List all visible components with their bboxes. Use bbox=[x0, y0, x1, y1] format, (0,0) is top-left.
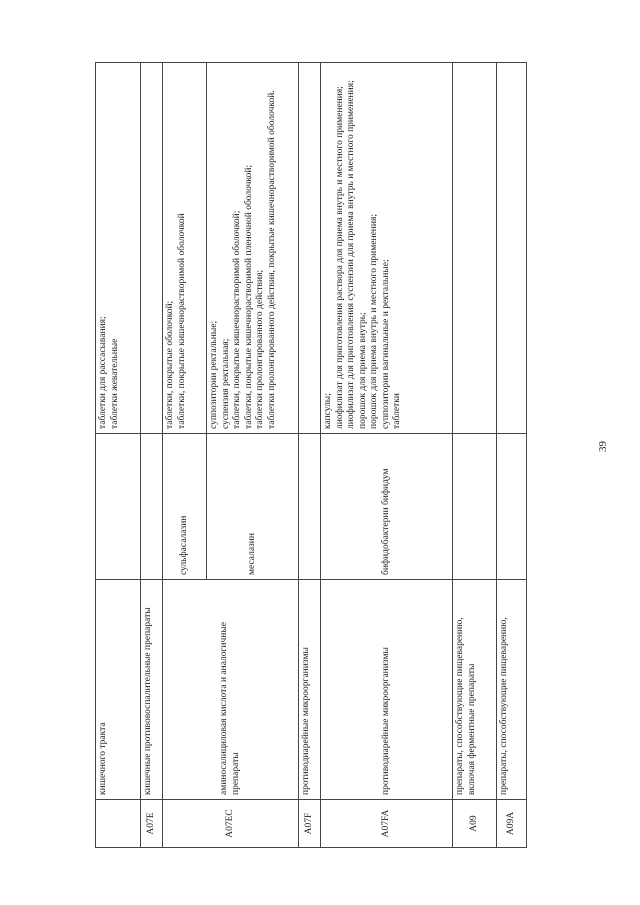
group-name: препараты, способствующие пищеварению, включая ферментные препараты bbox=[453, 580, 497, 800]
table-row bbox=[299, 63, 321, 848]
dosage-forms bbox=[207, 63, 299, 434]
table-row bbox=[321, 63, 453, 848]
atc-code: A07E bbox=[141, 800, 163, 848]
dosage-forms bbox=[497, 63, 527, 434]
dosage-forms bbox=[96, 63, 141, 434]
atc-code: A09A bbox=[497, 800, 527, 848]
drug-name: месалазин bbox=[207, 434, 299, 580]
group-name: аминосалициловая кислота и аналогичные препараты bbox=[163, 580, 299, 800]
dosage-form: порошок для приема внутрь и местного применения; bbox=[369, 214, 379, 429]
drug-name bbox=[497, 434, 527, 580]
atc-code bbox=[96, 800, 141, 848]
dosage-form: лиофилизат для приготовления раствора для приема внутрь и местного применения; bbox=[334, 86, 345, 429]
atc-code: A07F bbox=[299, 800, 321, 848]
dosage-form: суппозитории ректальные; bbox=[209, 320, 219, 429]
dosage-form: порошок для приема внутрь; bbox=[357, 312, 368, 429]
dosage-form: таблетки bbox=[392, 393, 402, 429]
drug-name: сульфасалазин bbox=[163, 434, 207, 580]
dosage-form: таблетки пролонгированного действия, покрытые кишечнорастворимой оболочкой. bbox=[266, 90, 277, 429]
drug-name bbox=[299, 434, 321, 580]
dosage-form: таблетки пролонгированного действия; bbox=[255, 269, 265, 429]
table-row bbox=[497, 63, 527, 848]
drug-name: бифидобактерии бифидум bbox=[321, 434, 453, 580]
rotated-page bbox=[95, 63, 585, 848]
drug-name bbox=[453, 434, 497, 580]
group-name: кишечного тракта bbox=[96, 580, 141, 800]
dosage-form: таблетки, покрытые кишечнорастворимой оболочкой bbox=[176, 213, 187, 429]
table-row bbox=[141, 63, 163, 848]
atc-code: A07FA bbox=[321, 800, 453, 848]
atc-code: A09 bbox=[453, 800, 497, 848]
dosage-form: капсулы; bbox=[323, 393, 333, 429]
table-row bbox=[163, 63, 207, 848]
dosage-forms bbox=[141, 63, 163, 434]
group-name: кишечные противовоспалительные препараты bbox=[141, 580, 163, 800]
dosage-form: таблетки жевательные bbox=[109, 338, 120, 429]
dosage-forms bbox=[453, 63, 497, 434]
dosage-form: таблетки, покрытые кишечнорастворимой оболочкой; bbox=[232, 210, 242, 429]
dosage-form: лиофилизат для приготовления суспензии для приема внутрь и местного применения; bbox=[346, 80, 356, 429]
dosage-form: суппозитории вагинальные и ректальные; bbox=[380, 259, 391, 429]
dosage-forms bbox=[299, 63, 321, 434]
page-number: 39 bbox=[597, 441, 609, 452]
dosage-forms bbox=[163, 63, 207, 434]
group-name: противодиарейные микроорганизмы bbox=[321, 580, 453, 800]
table-row bbox=[96, 63, 141, 848]
dosage-form: таблетки, покрытые оболочкой; bbox=[165, 300, 175, 429]
drug-name bbox=[96, 434, 141, 580]
dosage-forms bbox=[321, 63, 453, 434]
drug-table bbox=[95, 62, 527, 848]
group-name: противодиарейные микроорганизмы bbox=[299, 580, 321, 800]
dosage-form: таблетки для рассасывания; bbox=[98, 316, 108, 429]
drug-name bbox=[141, 434, 163, 580]
atc-code: A07EC bbox=[163, 800, 299, 848]
dosage-form: суспензия ректальная; bbox=[220, 338, 231, 429]
dosage-form: таблетки, покрытые кишечнорастворимой пленочной оболочкой; bbox=[243, 164, 254, 429]
group-name: препараты, способствующие пищеварению, bbox=[497, 580, 527, 800]
table-row bbox=[453, 63, 497, 848]
